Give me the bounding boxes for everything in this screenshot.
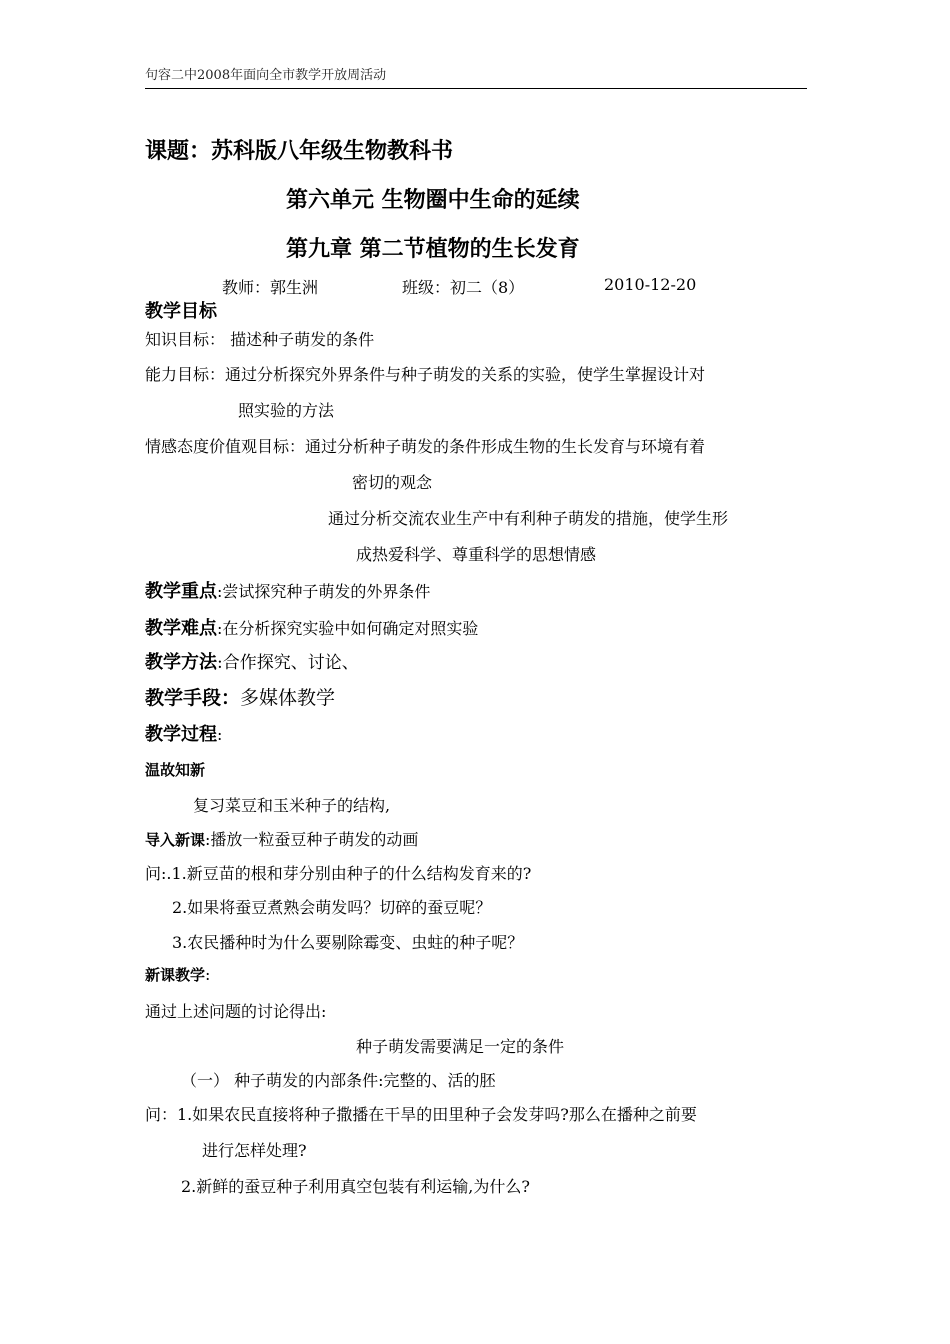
difficulty-text: :在分析探究实验中如何确定对照实验 (217, 619, 479, 638)
date-info: 2010-12-20 (604, 275, 697, 294)
process-label: 教学过程 (145, 724, 217, 745)
question-b1: 问：1.如果农民直接将种子撒播在干旱的田里种子会发芽吗?那么在播种之前要 (145, 1105, 697, 1124)
process-text: : (217, 725, 223, 744)
means-text: 多媒体教学 (240, 687, 336, 709)
review-text: 复习菜豆和玉米种子的结构, (193, 796, 391, 815)
review-heading: 温故知新 (145, 761, 206, 779)
means-label: 教学手段： (145, 687, 241, 709)
emotion-objective-line4: 成热爱科学、尊重科学的思想情感 (356, 545, 597, 564)
ability-objective-line1: 能力目标：通过分析探究外界条件与种子萌发的关系的实验，使学生掌握设计对 (145, 365, 706, 384)
unit-title: 第六单元 生物圈中生命的延续 (286, 188, 580, 213)
intro-label: 导入新课 (145, 831, 206, 849)
new-lesson-text: : (205, 965, 211, 984)
question-2: 2.如果将蚕豆煮熟会萌发吗？切碎的蚕豆呢？ (172, 898, 492, 917)
teaching-method (145, 648, 359, 674)
chapter-title: 第九章 第二节植物的生长发育 (286, 237, 580, 262)
conclusion-text: 种子萌发需要满足一定的条件 (356, 1037, 565, 1056)
class-info: 班级：初二（8） (402, 278, 525, 297)
objectives-heading: 教学目标 (145, 301, 217, 322)
emotion-objective-line3: 通过分析交流农业生产中有利种子萌发的措施，使学生形 (328, 509, 729, 528)
emotion-objective-line2: 密切的观念 (352, 473, 433, 492)
intro (145, 827, 418, 850)
discussion-text: 通过上述问题的讨论得出: (145, 1002, 327, 1021)
intro-text: :播放一粒蚕豆种子萌发的动画 (205, 830, 419, 849)
knowledge-objective: 知识目标： 描述种子萌发的条件 (145, 330, 375, 349)
teaching-process (145, 720, 222, 746)
question-1: 问:.1.新豆苗的根和芽分别由种子的什么结构发育来的? (145, 864, 532, 883)
page-header: 句容二中2008年面向全市教学开放周活动 (145, 64, 807, 89)
question-b2: 2.新鲜的蚕豆种子利用真空包装有利运输,为什么? (181, 1177, 530, 1196)
key-point (145, 577, 430, 603)
course-title: 课题：苏科版八年级生物教科书 (145, 139, 454, 164)
emotion-objective-line1: 情感态度价值观目标：通过分析种子萌发的条件形成生物的生长发育与环境有着 (145, 437, 706, 456)
section-one-heading: （一） 种子萌发的内部条件:完整的、活的胚 (181, 1071, 496, 1090)
new-lesson (145, 964, 210, 985)
teaching-means (145, 683, 335, 710)
method-label: 教学方法 (145, 652, 217, 673)
ability-objective-line2: 照实验的方法 (238, 401, 335, 420)
key-point-text: :尝试探究种子萌发的外界条件 (217, 582, 431, 601)
difficulty (145, 614, 478, 640)
new-lesson-label: 新课教学 (145, 966, 206, 984)
teacher-info: 教师：郭生洲 (222, 278, 319, 297)
difficulty-label: 教学难点 (145, 618, 217, 639)
question-b1-cont: 进行怎样处理? (202, 1141, 307, 1160)
question-3: 3.农民播种时为什么要剔除霉变、虫蛀的种子呢？ (172, 933, 524, 952)
method-text: :合作探究、讨论、 (217, 653, 359, 673)
key-point-label: 教学重点 (145, 581, 217, 602)
